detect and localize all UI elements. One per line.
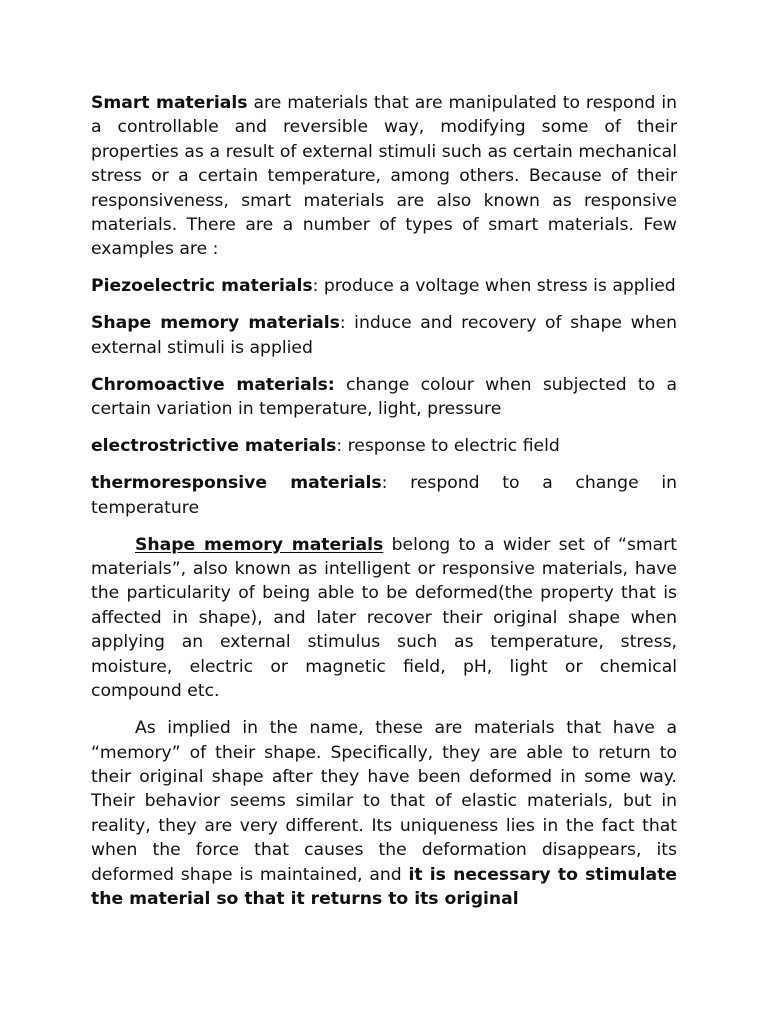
type-electrostrictive bbox=[91, 434, 677, 458]
memory-paragraph bbox=[91, 716, 677, 911]
memory-text: As implied in the name, these are materials that have a “memory” of their shape. Specifically, they are able to return to their original shape after they have been deformed in some way. Their behavior seems similar to that of elastic materials, but in reality, they are very different. Its uniqueness lies in the fact that when the force that causes the deformation disappears, its deformed shape is maintained, and bbox=[91, 718, 677, 885]
document-page bbox=[91, 91, 677, 924]
intro-term: Smart materials bbox=[91, 93, 248, 113]
type-term: electrostrictive materials bbox=[91, 436, 337, 457]
type-description: : produce a voltage when stress is applied bbox=[312, 276, 676, 297]
type-thermoresponsive bbox=[91, 471, 677, 520]
type-description: : response to electric field bbox=[336, 436, 560, 457]
shape-memory-paragraph bbox=[91, 533, 677, 704]
type-term: Shape memory materials bbox=[91, 313, 340, 334]
type-chromoactive bbox=[91, 373, 677, 422]
type-piezoelectric bbox=[91, 274, 677, 298]
type-term: Chromoactive materials: bbox=[91, 374, 335, 395]
type-description: : induce and recovery of shape when external stimuli is applied bbox=[91, 313, 677, 358]
type-description: change colour when subjected to a certain variation in temperature, light, pressure bbox=[91, 374, 677, 420]
shape-memory-text: belong to a wider set of “smart materials”, also known as intelligent or responsive materials, have the particularity of being able to be deformed(the property that is affected in shape), and later recover their original shape when applying an external stimulus such as temperature, stress, moisture, electric or magnetic field, pH, light or chemical compound etc. bbox=[91, 534, 677, 702]
memory-bold-text: it is necessary to stimulate the material so that it returns to its original bbox=[91, 864, 677, 909]
type-description: : respond to a change in temperature bbox=[91, 473, 678, 518]
intro-text: are materials that are manipulated to respond in a controllable and reversible way, modifying some of their properties as a result of external stimuli such as certain mechanical stress or a certain temperature, among others. Because of their responsiveness, smart materials are also known as responsive materials. There are a number of types of smart materials. Few examples are : bbox=[91, 93, 678, 260]
type-term: Piezoelectric materials bbox=[91, 276, 313, 297]
type-shape-memory bbox=[91, 311, 677, 360]
type-term: thermoresponsive materials bbox=[91, 473, 382, 494]
shape-memory-heading: Shape memory materials bbox=[135, 534, 384, 555]
intro-paragraph bbox=[91, 91, 677, 262]
